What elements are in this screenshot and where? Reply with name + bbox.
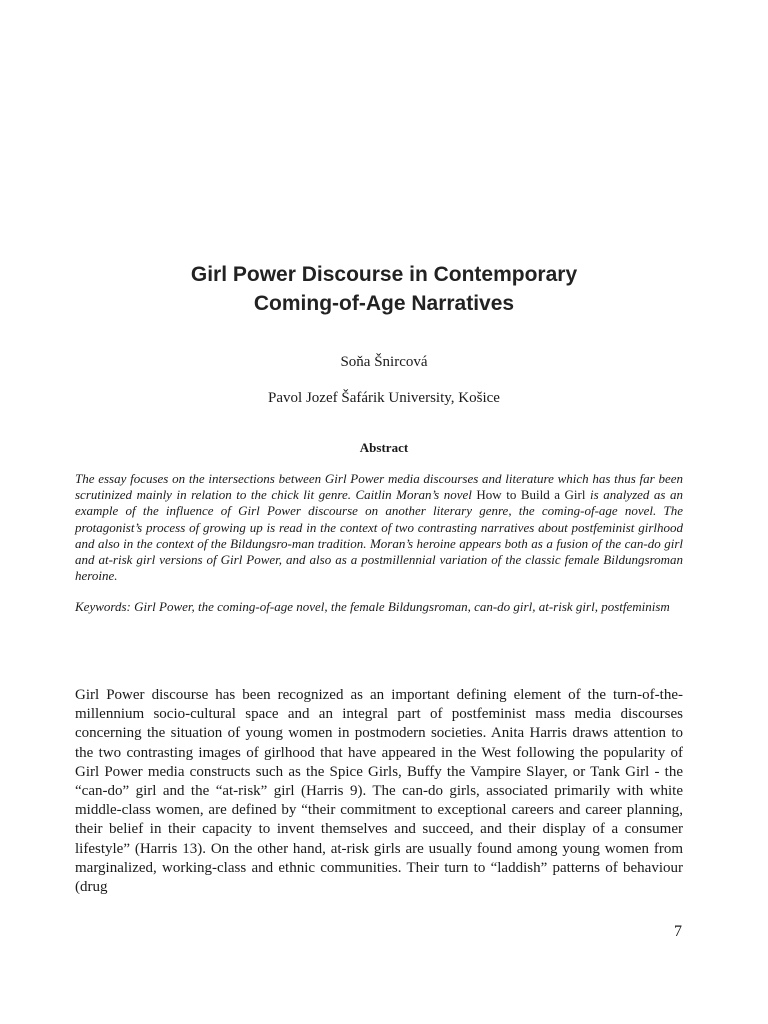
abstract-text-part-2: is analyzed as an example of the influence of Girl Power discourse on another literary genre, the coming-of-age novel. The protagonist’s process of growing up is read in the context of two contrasting narratives about postfeminist girlhood and also in the context of the Bildungsro-man tradition. Moran’s heroine appears both as a fusion of the can-do girl and at-risk girl versions of Girl Power, and also as a postmillennial variation of the classic female Bildungsroman heroine.	[75, 487, 683, 584]
title-line-2: Coming-of-Age Narratives	[253, 292, 515, 315]
abstract-text	[75, 471, 683, 584]
article-title	[0, 260, 768, 318]
title-line-1: Girl Power Discourse in Contemporary	[190, 263, 578, 286]
author-name: Soňa Šnircová	[340, 354, 428, 370]
body-paragraph: Girl Power discourse has been recognized as an important defining element of the turn-of-the-millennium socio-cultural space and an integral part of postfeminist mass media discourses concerning the situation of young women in postmodern societies. Anita Harris draws attention to the two contrasting images of girlhood that have appeared in the West following the popularity of Girl Power media constructs such as the Spice Girls, Buffy the Vampire Slayer, or Tank Girl - the “can-do” girl and the “at-risk” girl (Harris 9). The can-do girls, associated primarily with white middle-class women, are defined by “their commitment to exceptional careers and career planning, their belief in their capacity to invent themselves and succeed, and their display of a consumer lifestyle” (Harris 13). On the other hand, at-risk girls are usually found among young women from marginalized, working-class and ethnic communities. Their turn to “laddish” patterns of behaviour (drug	[75, 687, 683, 896]
author-affiliation: Pavol Jozef Šafárik University, Košice	[268, 390, 500, 406]
abstract-book-title: How to Build a Girl	[476, 487, 586, 503]
abstract-text-part-1: The essay focuses on the intersections between Girl Power media discourses and literature which has thus far been scrutinized mainly in relation to the chick lit genre. Caitlin Moran’s novel	[75, 471, 683, 503]
page-number: 7	[674, 923, 682, 940]
abstract-heading: Abstract	[359, 440, 409, 455]
keywords: Keywords: Girl Power, the coming-of-age novel, the female Bildungsroman, can-do girl, at-risk girl, postfeminism	[75, 599, 670, 614]
